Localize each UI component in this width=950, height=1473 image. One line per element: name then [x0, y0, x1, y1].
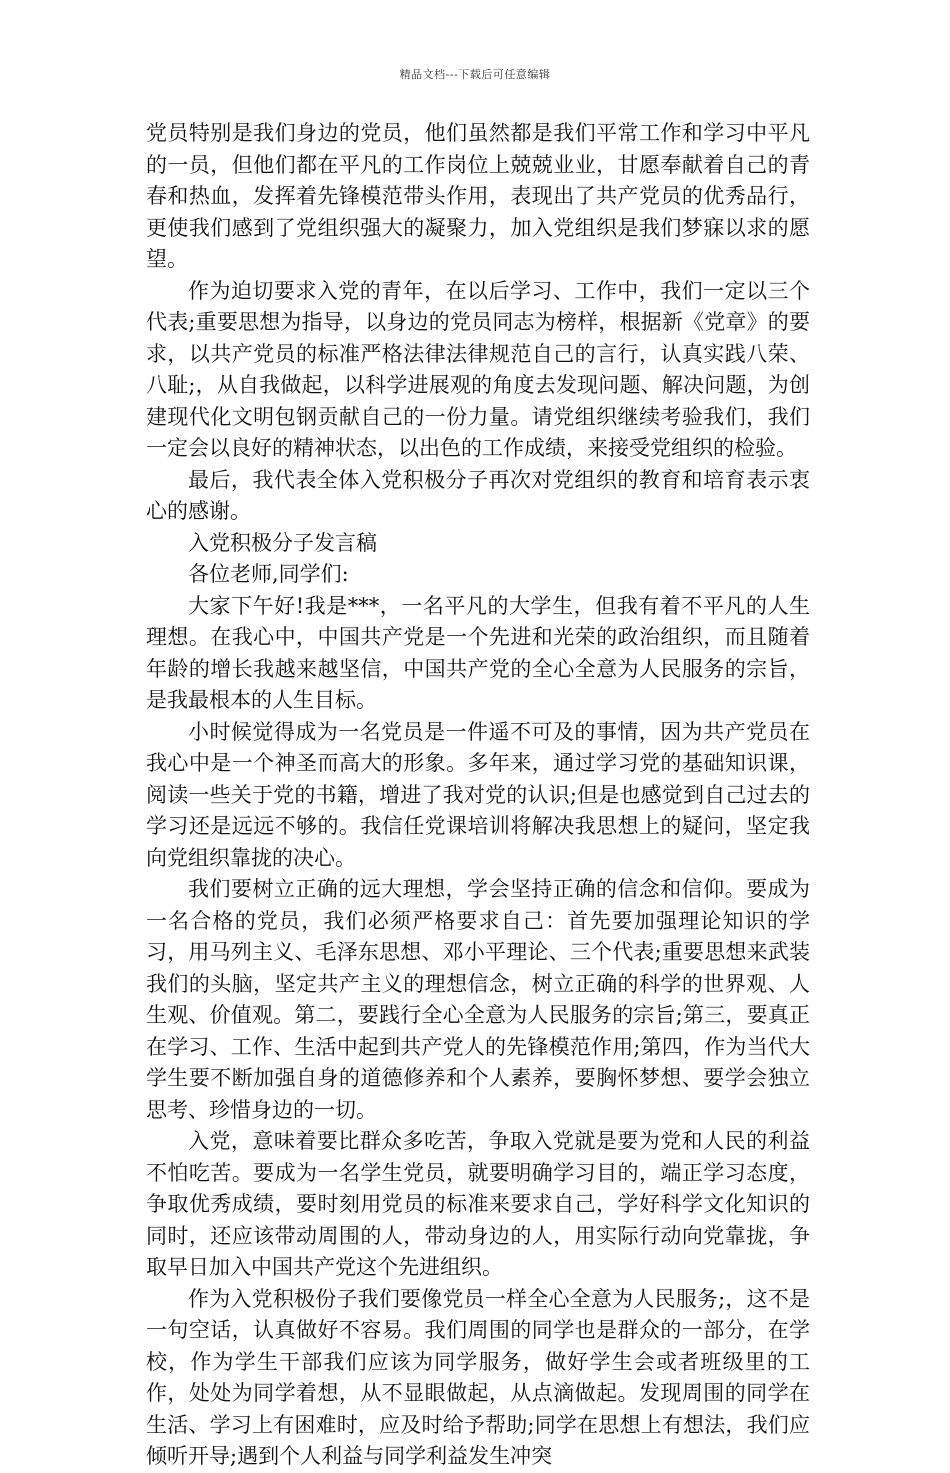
salutation: 各位老师,同学们:: [188, 562, 349, 586]
paragraph: 大家下午好!我是***，一名平凡的大学生，但我有着不平凡的人生理想。在我心中，中国共产党是一个先进和光荣的政治组织，而且随着年龄的增长我越来越坚信，中国共产党的全心全意为人民服务的宗旨，是我最根本的人生目标。: [146, 593, 810, 712]
page-header: 精品文档---下载后可任意编辑: [399, 68, 551, 81]
paragraph: 我们要树立正确的远大理想，学会坚持正确的信念和信仰。要成为一名合格的党员，我们必须严格要求自己：首先要加强理论知识的学习，用马列主义、毛泽东思想、邓小平理论、三个代表;重要思想来武装我们的头脑，坚定共产主义的理想信念，树立正确的科学的世界观、人生观、价值观。第二，要践行全心全意为人民服务的宗旨;第三，要真正在学习、工作、生活中起到共产党人的先锋模范作用;第四，作为当代大学生要不断加强自身的道德修养和个人素养，要胸怀梦想、要学会独立思考、珍惜身边的一切。: [146, 877, 810, 1122]
paragraph: 作为入党积极份子我们要像党员一样全心全意为人民服务;，这不是一句空话，认真做好不容易。我们周围的同学也是群众的一部分，在学校，作为学生干部我们应该为同学服务，做好学生会或者班级里的工作，处处为同学着想，从不显眼做起，从点滴做起。发现周围的同学在生活、学习上有困难时，应及时给予帮助;同学在思想上有想法，我们应倾听开导;遇到个人利益与同学利益发生冲突: [146, 1286, 810, 1468]
document-body: [146, 118, 810, 1473]
speech-title: 入党积极分子发言稿: [188, 530, 377, 555]
paragraph: 党员特别是我们身边的党员，他们虽然都是我们平常工作和学习中平凡的一员，但他们都在平凡的工作岗位上兢兢业业，甘愿奉献着自己的青春和热血，发挥着先锋模范带头作用，表现出了共产党员的优秀品行，更使我们感到了党组织强大的凝聚力，加入党组织是我们梦寐以求的愿望。: [146, 121, 810, 271]
paragraph: 最后，我代表全体入党积极分子再次对党组织的教育和培育表示衷心的感谢。: [146, 467, 810, 523]
paragraph: 作为迫切要求入党的青年，在以后学习、工作中，我们一定以三个代表;重要思想为指导，以身边的党员同志为榜样，根据新《党章》的要求，以共产党员的标准严格法律法律规范自己的言行，认真实践八荣、八耻;，从自我做起，以科学进展观的角度去发现问题、解决问题，为创建现代化文明包钢贡献自己的一份力量。请党组织继续考验我们，我们一定会以良好的精神状态，以出色的工作成绩，来接受党组织的检验。: [146, 278, 810, 460]
paragraph: 入党，意味着要比群众多吃苦，争取入党就是要为党和人民的利益不怕吃苦。要成为一名学生党员，就要明确学习目的，端正学习态度，争取优秀成绩，要时刻用党员的标准来要求自己，学好科学文化知识的同时，还应该带动周围的人，带动身边的人，用实际行动向党靠拢，争取早日加入中国共产党这个先进组织。: [146, 1129, 810, 1279]
paragraph: 小时候觉得成为一名党员是一件遥不可及的事情，因为共产党员在我心中是一个神圣而高大的形象。多年来，通过学习党的基础知识课，阅读一些关于党的书籍，增进了我对党的认识;但是也感觉到自己过去的学习还是远远不够的。我信任党课培训将解决我思想上的疑问，坚定我向党组织靠拢的决心。: [146, 719, 810, 870]
